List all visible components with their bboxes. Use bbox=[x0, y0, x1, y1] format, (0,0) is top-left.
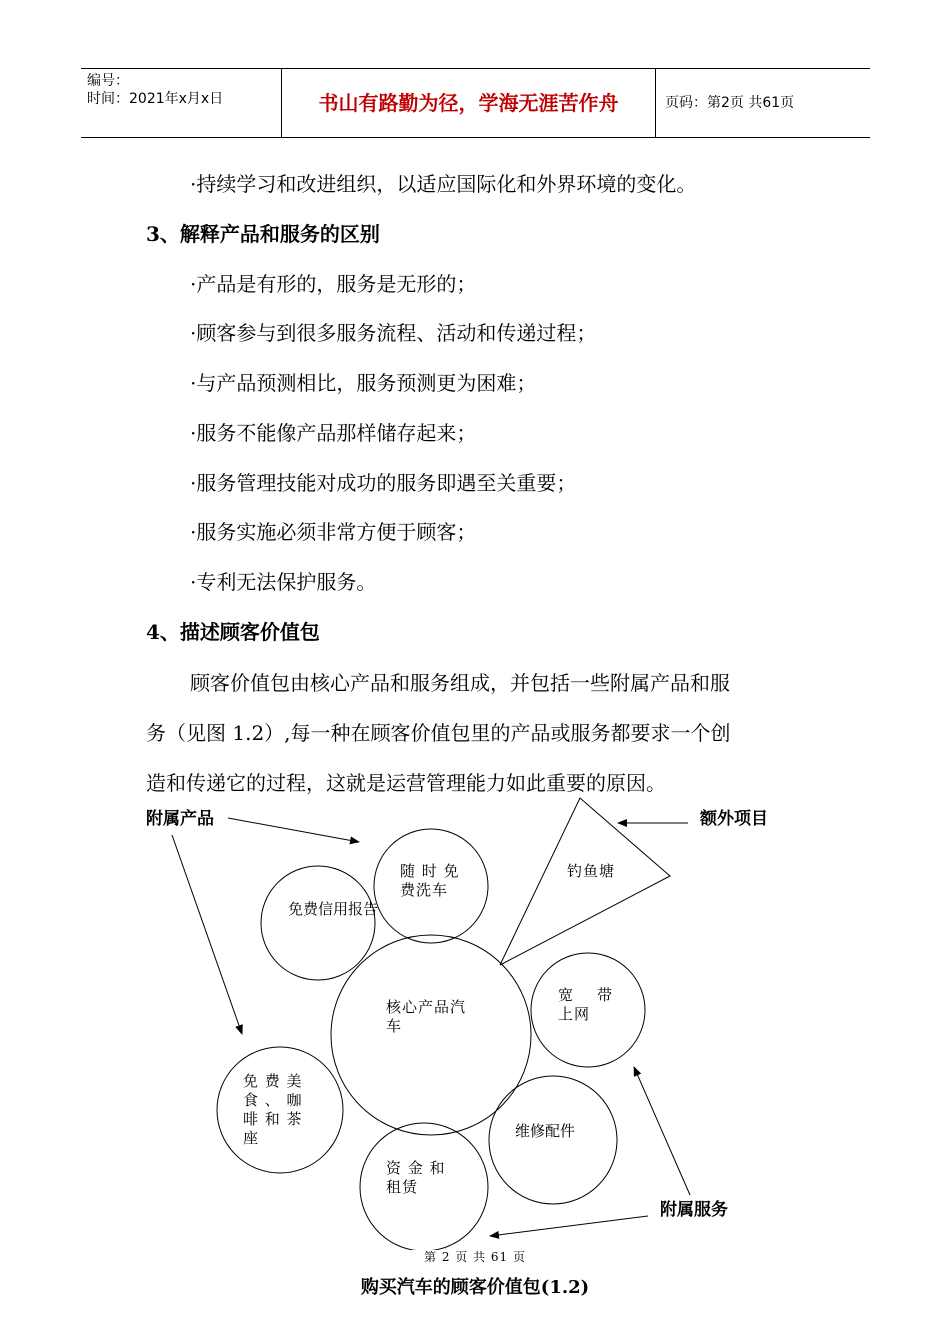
services-arrow-to-finance bbox=[490, 1216, 648, 1236]
core-product-text: 核心产品汽 车 bbox=[386, 998, 467, 1035]
customer-value-package-diagram bbox=[0, 790, 950, 1250]
services-arrow-to-broadband bbox=[634, 1067, 690, 1195]
free-credit-report-circle bbox=[261, 866, 375, 980]
broadband-text: 宽 带 上网 bbox=[558, 986, 614, 1023]
free-credit-report-text: 免费信用报告 bbox=[288, 900, 379, 918]
list-item: ·产品是有形的，服务是无形的； bbox=[190, 272, 477, 296]
header-right-cell bbox=[655, 69, 870, 137]
free-carwash-text: 随 时 免 费洗车 bbox=[400, 862, 460, 899]
products-arrow-to-cafe bbox=[172, 835, 242, 1034]
repair-parts-text: 维修配件 bbox=[515, 1122, 576, 1140]
section-4-heading: 4、描述顾客价值包 bbox=[146, 620, 320, 644]
figure-caption: 购买汽车的顾客价值包(1.2) bbox=[360, 1277, 590, 1298]
label-extra-items: 额外项目 bbox=[700, 809, 768, 829]
diagram-shapes bbox=[0, 790, 950, 1250]
header-middle-cell bbox=[281, 69, 656, 137]
list-item: ·专利无法保护服务。 bbox=[190, 570, 377, 594]
page-footer-number: 第 2 页 共 61 页 bbox=[424, 1250, 526, 1264]
page-header bbox=[81, 68, 870, 138]
paragraph-line: 务（见图 1.2）,每一种在顾客价值包里的产品或服务都要求一个创 bbox=[146, 721, 731, 745]
products-arrow-to-carwash bbox=[228, 818, 359, 842]
paragraph-line: 造和传递它的过程，这就是运营管理能力如此重要的原因。 bbox=[146, 771, 666, 795]
header-motto: 书山有路勤为径，学海无涯苦作舟 bbox=[318, 91, 619, 115]
label-additional-services: 附属服务 bbox=[660, 1200, 728, 1220]
list-item: ·顾客参与到很多服务流程、活动和传递过程； bbox=[190, 321, 597, 345]
free-cafe-text: 免 费 美 食 、 咖 啡 和 茶 座 bbox=[243, 1072, 303, 1147]
document-number-label: 编号： bbox=[87, 73, 129, 89]
list-item: ·服务实施必须非常方便于顾客； bbox=[190, 520, 477, 544]
fishing-pond-text: 钓鱼塘 bbox=[567, 862, 616, 880]
list-item: ·服务不能像产品那样储存起来； bbox=[190, 421, 477, 445]
header-page-info: 页码：第2页 共61页 bbox=[665, 95, 795, 111]
header-left-cell bbox=[81, 69, 281, 137]
list-item: ·与产品预测相比，服务预测更为困难； bbox=[190, 371, 537, 395]
section-3-heading: 3、解释产品和服务的区别 bbox=[146, 222, 380, 246]
paragraph-line: ·持续学习和改进组织，以适应国际化和外界环境的变化。 bbox=[190, 172, 697, 196]
list-item: ·服务管理技能对成功的服务即遇至关重要； bbox=[190, 471, 577, 495]
paragraph-line: 顾客价值包由核心产品和服务组成，并包括一些附属产品和服 bbox=[190, 671, 730, 695]
document-date: 时间：2021年x月x日 bbox=[87, 91, 224, 107]
label-additional-products: 附属产品 bbox=[146, 809, 214, 829]
finance-leasing-text: 资 金 和 租赁 bbox=[386, 1159, 446, 1196]
